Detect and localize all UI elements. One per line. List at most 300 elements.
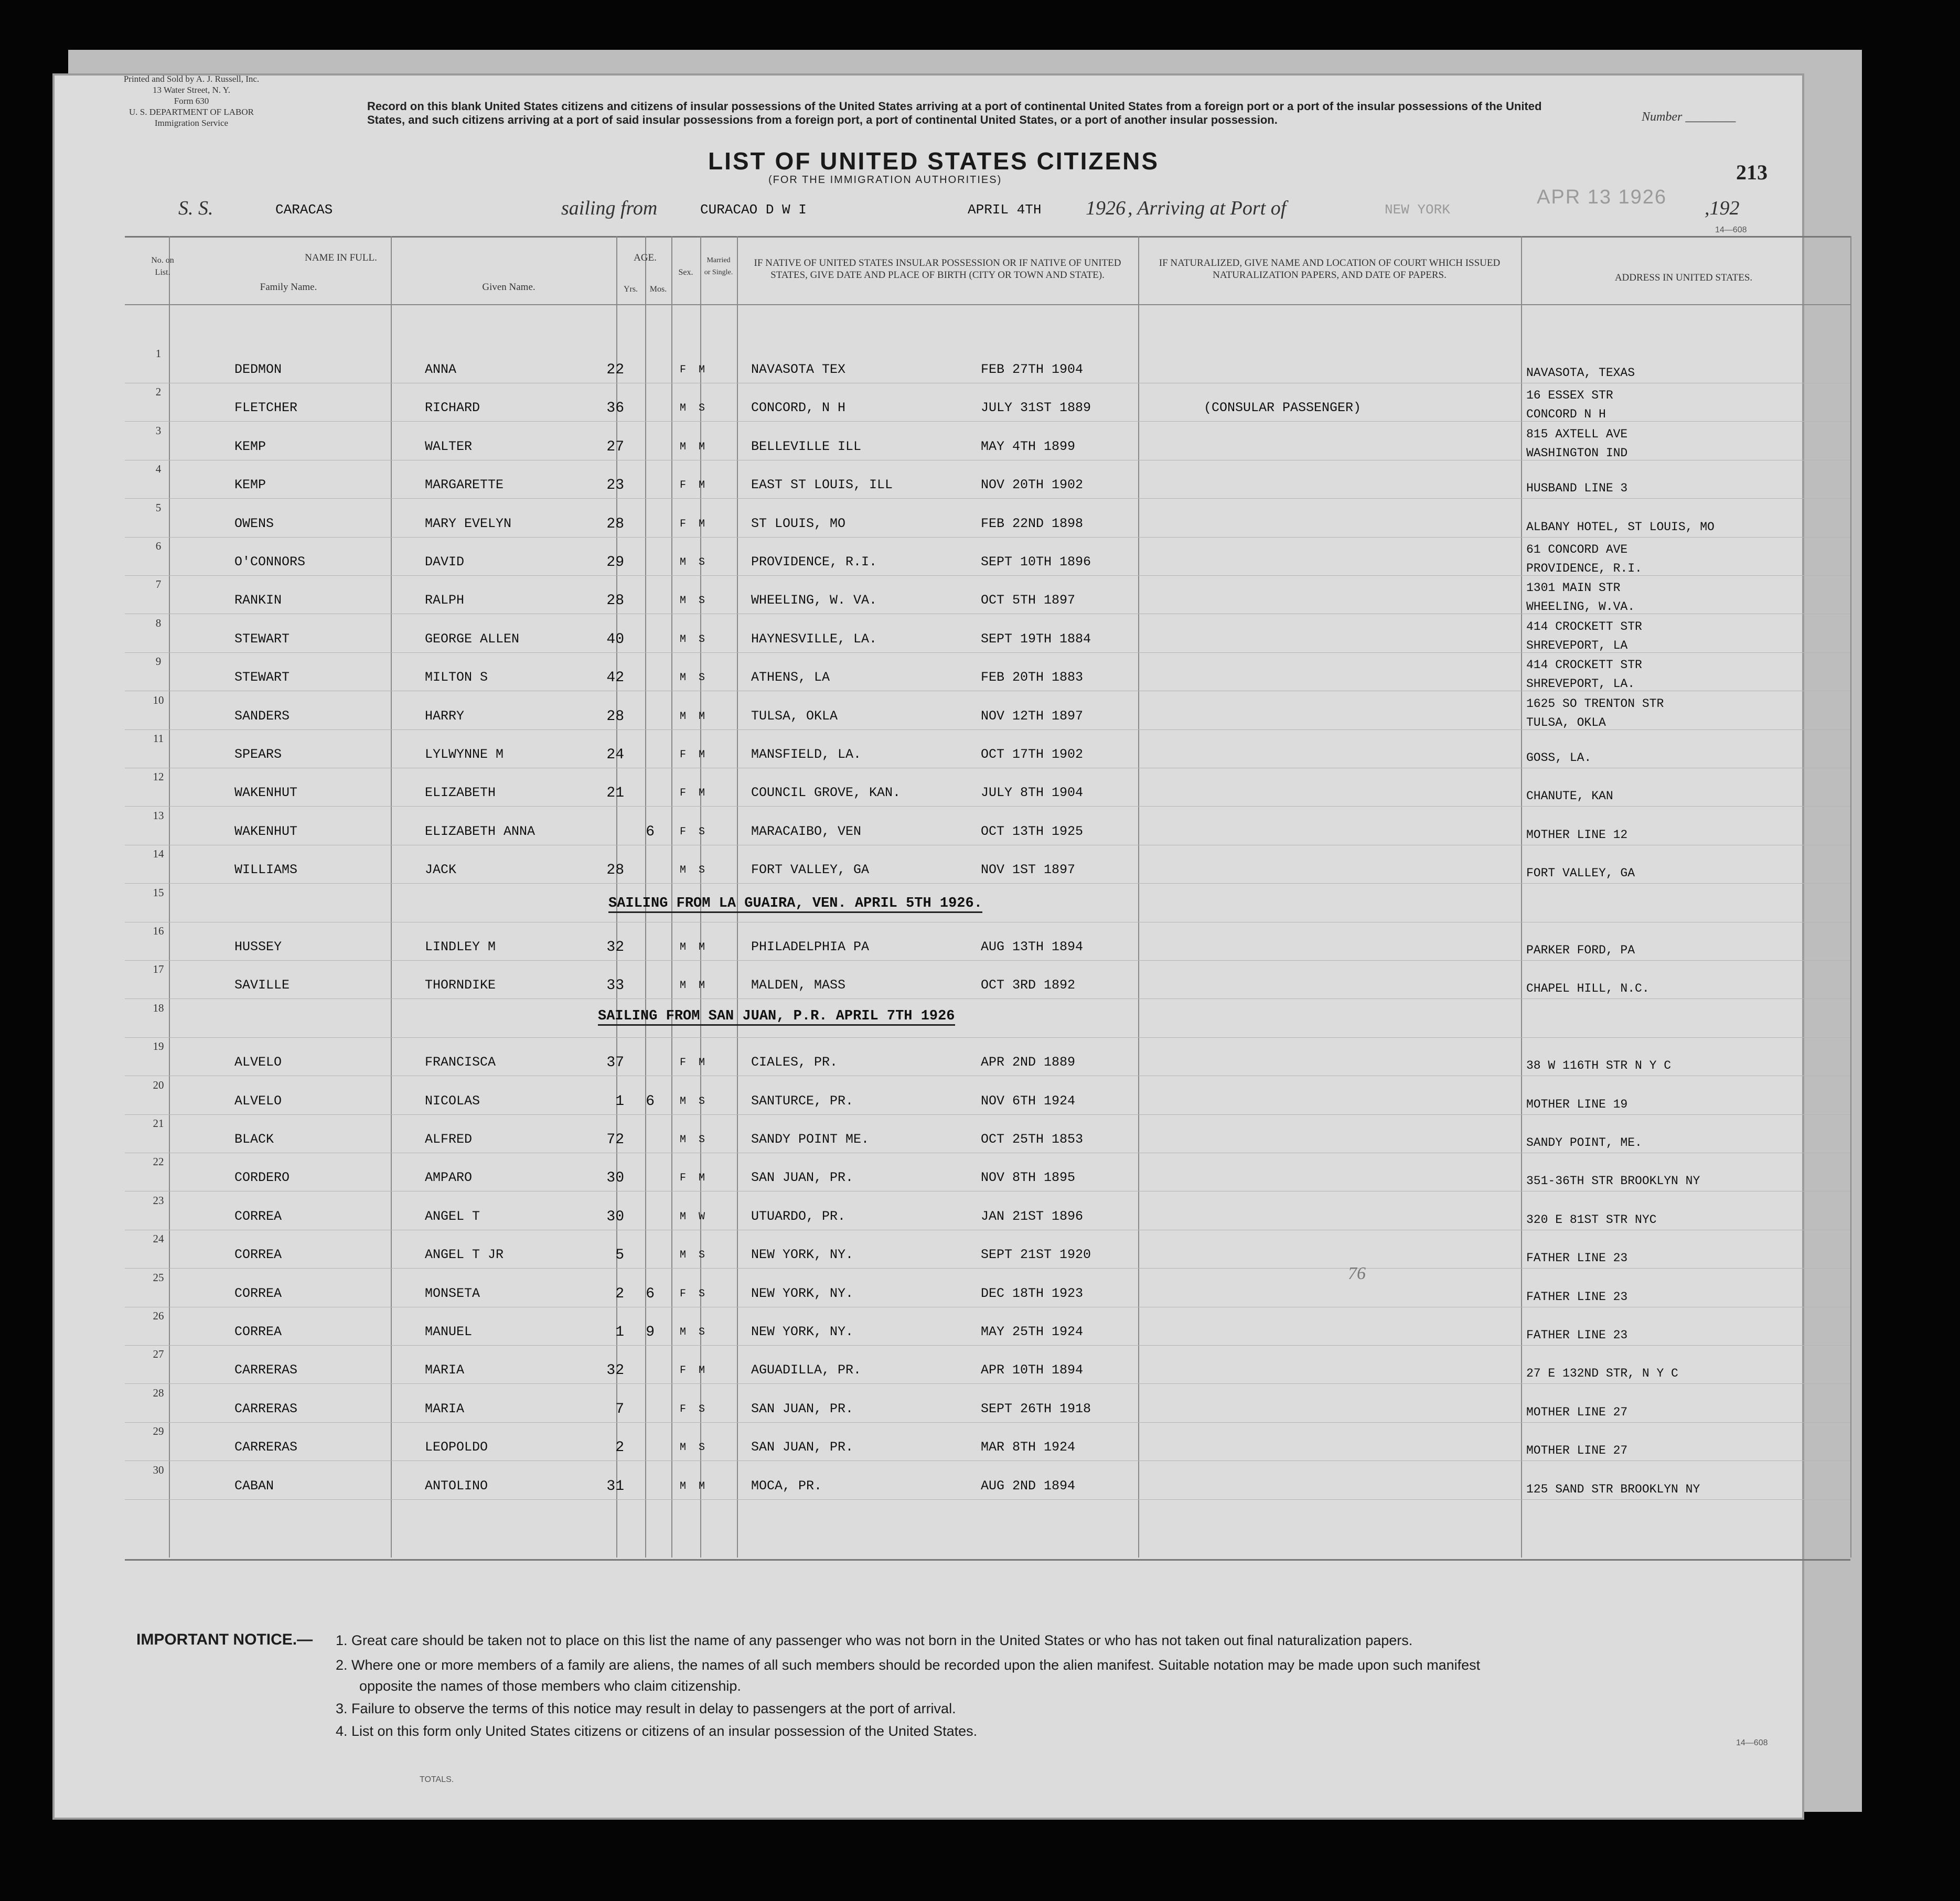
row-number: 9 bbox=[155, 655, 162, 668]
col-mos: Mos. bbox=[649, 285, 667, 294]
age-years: 7 bbox=[615, 1401, 624, 1417]
given-name: GEORGE ALLEN bbox=[425, 631, 520, 647]
sailing-port: CURACAO D W I bbox=[700, 202, 807, 218]
row-number: 30 bbox=[153, 1464, 164, 1476]
row-rule bbox=[125, 1422, 1850, 1423]
age-years: 22 bbox=[606, 362, 624, 378]
birth-place: MANSFIELD, LA. bbox=[751, 747, 862, 762]
age-years: 32 bbox=[606, 1362, 624, 1379]
row-number: 19 bbox=[153, 1040, 164, 1052]
marital-status: S bbox=[699, 1096, 705, 1108]
given-name: HARRY bbox=[425, 708, 465, 724]
birth-place: WHEELING, W. VA. bbox=[751, 593, 877, 608]
birth-date: NOV 1ST 1897 bbox=[981, 862, 1076, 877]
sex: M bbox=[680, 595, 687, 607]
address-line-2: TULSA, OKLA bbox=[1526, 716, 1606, 729]
sex: M bbox=[680, 633, 687, 646]
given-name: LINDLEY M bbox=[425, 939, 496, 954]
marital-status: M bbox=[699, 1172, 705, 1184]
address-line-1: ALBANY HOTEL, ST LOUIS, MO bbox=[1526, 520, 1715, 534]
marital-status: M bbox=[699, 1365, 705, 1377]
notice-item: 4. List on this form only United States citizens or citizens of an insular possession of the United States. bbox=[336, 1723, 978, 1739]
given-name: LEOPOLDO bbox=[425, 1440, 488, 1455]
birth-date: SEPT 19TH 1884 bbox=[981, 631, 1091, 647]
row-number: 29 bbox=[153, 1425, 164, 1437]
notice-item: 2. Where one or more members of a family are aliens, the names of all such members should be recorded upon the alien manifest. Suitable notation may be made upon such manifest bbox=[336, 1657, 1481, 1673]
totals-label: TOTALS. bbox=[420, 1775, 454, 1784]
family-name: KEMP bbox=[234, 477, 266, 492]
address-line-2: WHEELING, W.VA. bbox=[1526, 600, 1635, 614]
row-number: 25 bbox=[153, 1271, 164, 1284]
address-line-2: SHREVEPORT, LA. bbox=[1526, 677, 1635, 691]
birth-place: NEW YORK, NY. bbox=[751, 1247, 854, 1262]
birth-date: FEB 20TH 1883 bbox=[981, 670, 1084, 685]
address-line-1: 125 SAND STR BROOKLYN NY bbox=[1526, 1483, 1700, 1496]
age-years: 27 bbox=[606, 439, 624, 455]
address-line-1: 61 CONCORD AVE bbox=[1526, 543, 1628, 556]
marital-status: S bbox=[699, 1326, 705, 1338]
birth-place: TULSA, OKLA bbox=[751, 708, 838, 724]
sex: M bbox=[680, 1480, 687, 1492]
section-heading: SAILING FROM LA GUAIRA, VEN. APRIL 5TH 1926. bbox=[608, 896, 982, 913]
row-number: 5 bbox=[155, 501, 162, 514]
col-married: Married or Single. bbox=[704, 256, 733, 276]
birth-date: NOV 6TH 1924 bbox=[981, 1093, 1076, 1109]
address-line-1: SANDY POINT, ME. bbox=[1526, 1136, 1642, 1150]
printer-line: 13 Water Street, N. Y. bbox=[153, 85, 230, 95]
sex: F bbox=[680, 749, 687, 761]
col-given: Given Name. bbox=[482, 282, 535, 293]
sex: M bbox=[680, 441, 687, 453]
row-number: 10 bbox=[153, 694, 164, 706]
marital-status: W bbox=[699, 1211, 705, 1223]
marital-status: S bbox=[699, 672, 705, 684]
marital-status: M bbox=[699, 479, 705, 491]
col-divider bbox=[391, 236, 392, 1558]
col-family: Family Name. bbox=[260, 282, 317, 293]
col-divider bbox=[169, 236, 170, 1558]
marital-status: M bbox=[699, 749, 705, 761]
age-years: 28 bbox=[606, 516, 624, 532]
given-name: MARY EVELYN bbox=[425, 516, 512, 531]
sailing-year: 1926 bbox=[1086, 197, 1126, 219]
sex: F bbox=[680, 1403, 687, 1415]
marital-status: S bbox=[699, 1288, 705, 1300]
row-number: 26 bbox=[153, 1309, 164, 1322]
col-name-in-full: NAME IN FULL. bbox=[305, 252, 377, 263]
ship-name: CARACAS bbox=[275, 202, 333, 218]
marital-status: M bbox=[699, 1057, 705, 1069]
department: U. S. DEPARTMENT OF LABOR bbox=[129, 107, 254, 117]
age-years: 42 bbox=[606, 670, 624, 686]
family-name: STEWART bbox=[234, 631, 290, 647]
age-years: 30 bbox=[606, 1170, 624, 1186]
marital-status: S bbox=[699, 1249, 705, 1261]
marital-status: M bbox=[699, 787, 705, 799]
given-name: LYLWYNNE M bbox=[425, 747, 504, 762]
birth-date: OCT 25TH 1853 bbox=[981, 1132, 1084, 1147]
page-number: 213 bbox=[1736, 160, 1768, 184]
age-years: 2 bbox=[615, 1440, 624, 1456]
given-name: ANTOLINO bbox=[425, 1478, 488, 1494]
col-naturalized: IF NATURALIZED, GIVE NAME AND LOCATION OF COURT WHICH ISSUED NATURALIZATION PAPERS, AND DATE OF PAPERS. bbox=[1159, 257, 1501, 281]
birth-place: CONCORD, N H bbox=[751, 400, 846, 415]
row-number: 2 bbox=[155, 385, 162, 398]
family-name: DEDMON bbox=[234, 362, 282, 377]
address-line-2: PROVIDENCE, R.I. bbox=[1526, 562, 1642, 575]
naturalization: (CONSULAR PASSENGER) bbox=[1204, 400, 1362, 415]
sex: F bbox=[680, 518, 687, 530]
age-years: 1 bbox=[615, 1093, 624, 1110]
age-years: 1 bbox=[615, 1324, 624, 1340]
age-years: 2 bbox=[615, 1286, 624, 1302]
birth-place: SAN JUAN, PR. bbox=[751, 1401, 854, 1416]
marital-status: S bbox=[699, 864, 705, 876]
birth-date: MAY 25TH 1924 bbox=[981, 1324, 1084, 1339]
birth-place: NEW YORK, NY. bbox=[751, 1286, 854, 1301]
age-months: 6 bbox=[646, 824, 655, 840]
sex: M bbox=[680, 402, 687, 414]
row-number: 23 bbox=[153, 1194, 164, 1207]
given-name: ELIZABETH bbox=[425, 785, 496, 800]
sex: M bbox=[680, 864, 687, 876]
marital-status: S bbox=[699, 1134, 705, 1146]
address-line-1: GOSS, LA. bbox=[1526, 751, 1592, 765]
age-months: 6 bbox=[646, 1286, 655, 1302]
age-months: 9 bbox=[646, 1324, 655, 1340]
address-line-1: PARKER FORD, PA bbox=[1526, 943, 1635, 957]
notice-item: 3. Failure to observe the terms of this notice may result in delay to passengers at the port of arrival. bbox=[336, 1701, 956, 1716]
age-years: 36 bbox=[606, 400, 624, 416]
sex: F bbox=[680, 364, 687, 376]
birth-date: MAR 8TH 1924 bbox=[981, 1440, 1076, 1455]
address-line-1: 351-36TH STR BROOKLYN NY bbox=[1526, 1174, 1700, 1188]
address-line-1: 1301 MAIN STR bbox=[1526, 581, 1621, 595]
birth-place: HAYNESVILLE, LA. bbox=[751, 631, 877, 647]
marital-status: M bbox=[699, 711, 705, 723]
birth-date: OCT 3RD 1892 bbox=[981, 978, 1076, 993]
marital-status: S bbox=[699, 402, 705, 414]
birth-place: ST LOUIS, MO bbox=[751, 516, 846, 531]
important-label: IMPORTANT NOTICE.— bbox=[136, 1631, 313, 1648]
address-line-1: FATHER LINE 23 bbox=[1526, 1251, 1628, 1265]
sex: M bbox=[680, 941, 687, 953]
birth-date: OCT 17TH 1902 bbox=[981, 747, 1084, 762]
marital-status: S bbox=[699, 1442, 705, 1454]
address-line-2: WASHINGTON IND bbox=[1526, 446, 1628, 460]
row-number: 4 bbox=[155, 463, 162, 475]
top-notice: Record on this blank United States citizens and citizens of insular possessions of the United States arriving at a port of continental United States from a foreign port or a port of the insular possessions of the United States, and such citizens arriving at a port of said insular possessions from a foreign port, a port of continental United States, or a port of another insular possession. bbox=[367, 100, 1542, 126]
col-divider bbox=[1850, 236, 1851, 1558]
birth-place: MALDEN, MASS bbox=[751, 978, 846, 993]
age-years: 29 bbox=[606, 554, 624, 571]
address-line-1: MOTHER LINE 19 bbox=[1526, 1098, 1628, 1111]
row-number: 7 bbox=[155, 578, 162, 590]
birth-place: CIALES, PR. bbox=[751, 1055, 838, 1070]
address-line-1: NAVASOTA, TEXAS bbox=[1526, 366, 1635, 380]
sex: F bbox=[680, 1365, 687, 1377]
col-address: ADDRESS IN UNITED STATES. bbox=[1614, 272, 1753, 283]
printer-line: Printed and Sold by A. J. Russell, Inc. bbox=[123, 74, 260, 84]
section-heading: SAILING FROM SAN JUAN, P.R. APRIL 7TH 1926 bbox=[598, 1008, 955, 1026]
row-number: 22 bbox=[153, 1155, 164, 1168]
sex: M bbox=[680, 1096, 687, 1108]
age-months: 6 bbox=[646, 1093, 655, 1110]
birth-date: JULY 31ST 1889 bbox=[981, 400, 1091, 415]
sex: M bbox=[680, 556, 687, 568]
sex: F bbox=[680, 1288, 687, 1300]
family-name: CABAN bbox=[234, 1478, 274, 1494]
row-number: 14 bbox=[153, 847, 164, 860]
birth-date: SEPT 26TH 1918 bbox=[981, 1401, 1091, 1416]
sex: M bbox=[680, 1442, 687, 1454]
birth-date: FEB 22ND 1898 bbox=[981, 516, 1084, 531]
family-name: SAVILLE bbox=[234, 978, 290, 993]
marital-status: M bbox=[699, 518, 705, 530]
service: Immigration Service bbox=[154, 118, 229, 128]
birth-date: OCT 5TH 1897 bbox=[981, 593, 1076, 608]
address-line-1: 16 ESSEX STR bbox=[1526, 389, 1613, 402]
address-line-1: 1625 SO TRENTON STR bbox=[1526, 697, 1664, 711]
header-rule bbox=[125, 304, 1850, 305]
given-name: RALPH bbox=[425, 593, 465, 608]
row-rule bbox=[125, 537, 1850, 538]
family-name: CARRERAS bbox=[234, 1401, 298, 1416]
given-name: MILTON S bbox=[425, 670, 488, 685]
birth-date: APR 2ND 1889 bbox=[981, 1055, 1076, 1070]
marital-status: S bbox=[699, 595, 705, 607]
birth-date: DEC 18TH 1923 bbox=[981, 1286, 1084, 1301]
address-line-2: CONCORD N H bbox=[1526, 407, 1606, 421]
birth-date: NOV 8TH 1895 bbox=[981, 1170, 1076, 1185]
row-rule bbox=[125, 960, 1850, 961]
row-rule bbox=[125, 1345, 1850, 1346]
birth-date: JAN 21ST 1896 bbox=[981, 1209, 1084, 1224]
family-name: ALVELO bbox=[234, 1093, 282, 1109]
given-name: ANGEL T JR bbox=[425, 1247, 504, 1262]
marital-status: M bbox=[699, 1480, 705, 1492]
birth-date: JULY 8TH 1904 bbox=[981, 785, 1084, 800]
birth-date: SEPT 10TH 1896 bbox=[981, 554, 1091, 570]
marital-status: S bbox=[699, 1403, 705, 1415]
birth-place: AGUADILLA, PR. bbox=[751, 1362, 862, 1378]
col-sex: Sex. bbox=[678, 268, 693, 277]
row-rule bbox=[125, 729, 1850, 730]
sex: F bbox=[680, 479, 687, 491]
given-name: WALTER bbox=[425, 439, 473, 454]
marital-status: M bbox=[699, 364, 705, 376]
address-line-1: FATHER LINE 23 bbox=[1526, 1290, 1628, 1304]
handwritten-annotation: 76 bbox=[1348, 1264, 1366, 1283]
row-rule bbox=[125, 1114, 1850, 1115]
row-number: 28 bbox=[153, 1387, 164, 1399]
age-years: 21 bbox=[606, 785, 624, 801]
row-number: 12 bbox=[153, 770, 164, 783]
row-number: 18 bbox=[153, 1002, 164, 1014]
family-name: RANKIN bbox=[234, 593, 282, 608]
address-line-1: MOTHER LINE 27 bbox=[1526, 1444, 1628, 1457]
row-rule bbox=[125, 575, 1850, 576]
birth-place: PHILADELPHIA PA bbox=[751, 939, 870, 954]
address-line-1: 414 CROCKETT STR bbox=[1526, 620, 1642, 633]
sex: M bbox=[680, 711, 687, 723]
given-name: ANGEL T bbox=[425, 1209, 480, 1224]
row-number: 8 bbox=[155, 617, 162, 629]
row-rule bbox=[125, 498, 1850, 499]
given-name: MARGARETTE bbox=[425, 477, 504, 492]
family-name: HUSSEY bbox=[234, 939, 282, 954]
sex: M bbox=[680, 672, 687, 684]
birth-place: NEW YORK, NY. bbox=[751, 1324, 854, 1339]
address-line-2: SHREVEPORT, LA bbox=[1526, 639, 1628, 652]
given-name: ANNA bbox=[425, 362, 457, 377]
family-name: CORREA bbox=[234, 1324, 282, 1339]
given-name: ELIZABETH ANNA bbox=[425, 824, 535, 839]
col-yrs: Yrs. bbox=[623, 285, 638, 294]
age-years: 24 bbox=[606, 747, 624, 763]
birth-date: FEB 27TH 1904 bbox=[981, 362, 1084, 377]
age-years: 30 bbox=[606, 1209, 624, 1225]
birth-place: PROVIDENCE, R.I. bbox=[751, 554, 877, 570]
form-code-bottom: 14—608 bbox=[1736, 1738, 1768, 1747]
notice-item: 1. Great care should be taken not to place on this list the name of any passenger who was not born in the United States or who has not taken out final naturalization papers. bbox=[336, 1633, 1413, 1648]
row-number: 3 bbox=[155, 424, 162, 437]
col-birth: IF NATIVE OF UNITED STATES INSULAR POSSESSION OR IF NATIVE OF UNITED STATES, GIVE DATE AND PLACE OF BIRTH (CITY OR TOWN AND STATE). bbox=[754, 257, 1121, 281]
address-line-1: CHANUTE, KAN bbox=[1526, 789, 1613, 803]
family-name: CARRERAS bbox=[234, 1362, 298, 1378]
given-name: DAVID bbox=[425, 554, 465, 570]
row-number: 6 bbox=[155, 540, 162, 552]
birth-place: EAST ST LOUIS, ILL bbox=[751, 477, 893, 492]
marital-status: S bbox=[699, 556, 705, 568]
marital-status: S bbox=[699, 826, 705, 838]
given-name: MONSETA bbox=[425, 1286, 480, 1301]
birth-place: ATHENS, LA bbox=[751, 670, 830, 685]
row-number: 17 bbox=[153, 963, 164, 975]
family-name: CORREA bbox=[234, 1209, 282, 1224]
marital-status: M bbox=[699, 441, 705, 453]
birth-place: SAN JUAN, PR. bbox=[751, 1440, 854, 1455]
birth-place: SANTURCE, PR. bbox=[751, 1093, 854, 1109]
age-years: 72 bbox=[606, 1132, 624, 1148]
address-line-1: 414 CROCKETT STR bbox=[1526, 658, 1642, 672]
given-name: NICOLAS bbox=[425, 1093, 480, 1109]
form-code: 14—608 bbox=[1715, 225, 1747, 234]
family-name: ALVELO bbox=[234, 1055, 282, 1070]
given-name: THORNDIKE bbox=[425, 978, 496, 993]
family-name: FLETCHER bbox=[234, 400, 298, 415]
address-line-1: FORT VALLEY, GA bbox=[1526, 866, 1635, 880]
year-blank: ,192 bbox=[1705, 197, 1740, 219]
row-number: 15 bbox=[153, 886, 164, 899]
sex: F bbox=[680, 787, 687, 799]
family-name: CARRERAS bbox=[234, 1440, 298, 1455]
row-rule bbox=[125, 421, 1850, 422]
family-name: STEWART bbox=[234, 670, 290, 685]
sex: M bbox=[680, 1211, 687, 1223]
given-name: FRANCISCA bbox=[425, 1055, 496, 1070]
age-years: 23 bbox=[606, 477, 624, 493]
arriving-label: , Arriving at Port of bbox=[1128, 197, 1287, 219]
age-years: 33 bbox=[606, 978, 624, 994]
row-rule bbox=[125, 883, 1850, 884]
family-name: WAKENHUT bbox=[234, 785, 298, 800]
family-name: BLACK bbox=[234, 1132, 274, 1147]
form-number: Form 630 bbox=[174, 96, 209, 106]
family-name: SPEARS bbox=[234, 747, 282, 762]
age-years: 28 bbox=[606, 593, 624, 609]
age-years: 31 bbox=[606, 1478, 624, 1495]
birth-place: SANDY POINT ME. bbox=[751, 1132, 870, 1147]
family-name: OWENS bbox=[234, 516, 274, 531]
birth-place: FORT VALLEY, GA bbox=[751, 862, 870, 877]
age-years: 5 bbox=[615, 1247, 624, 1263]
row-number: 24 bbox=[153, 1232, 164, 1245]
family-name: CORDERO bbox=[234, 1170, 290, 1185]
age-years: 40 bbox=[606, 631, 624, 648]
row-rule bbox=[125, 1460, 1850, 1461]
given-name: ALFRED bbox=[425, 1132, 473, 1147]
address-line-1: 38 W 116TH STR N Y C bbox=[1526, 1059, 1672, 1072]
sex: M bbox=[680, 1134, 687, 1146]
address-line-1: CHAPEL HILL, N.C. bbox=[1526, 982, 1650, 995]
birth-place: BELLEVILLE ILL bbox=[751, 439, 862, 454]
row-number: 16 bbox=[153, 925, 164, 937]
given-name: MARIA bbox=[425, 1362, 465, 1378]
arrival-port: NEW YORK bbox=[1385, 202, 1450, 218]
birth-date: OCT 13TH 1925 bbox=[981, 824, 1084, 839]
address-line-1: 815 AXTELL AVE bbox=[1526, 427, 1628, 441]
address-line-1: 27 E 132ND STR, N Y C bbox=[1526, 1367, 1678, 1380]
family-name: CORREA bbox=[234, 1286, 282, 1301]
family-name: CORREA bbox=[234, 1247, 282, 1262]
birth-date: AUG 2ND 1894 bbox=[981, 1478, 1076, 1494]
row-rule bbox=[125, 806, 1850, 807]
marital-status: M bbox=[699, 980, 705, 992]
given-name: MARIA bbox=[425, 1401, 465, 1416]
marital-status: S bbox=[699, 633, 705, 646]
birth-date: APR 10TH 1894 bbox=[981, 1362, 1084, 1378]
family-name: SANDERS bbox=[234, 708, 290, 724]
row-rule bbox=[125, 1499, 1850, 1500]
birth-place: SAN JUAN, PR. bbox=[751, 1170, 854, 1185]
birth-date: NOV 12TH 1897 bbox=[981, 708, 1084, 724]
notice-item: opposite the names of those members who claim citizenship. bbox=[359, 1678, 741, 1694]
col-divider bbox=[1138, 236, 1139, 1558]
sex: M bbox=[680, 980, 687, 992]
family-name: WILLIAMS bbox=[234, 862, 298, 877]
row-rule bbox=[125, 1383, 1850, 1384]
birth-place: MOCA, PR. bbox=[751, 1478, 822, 1494]
ss-label: S. S. bbox=[178, 197, 213, 219]
row-rule bbox=[125, 1268, 1850, 1269]
row-rule bbox=[125, 1037, 1850, 1038]
address-line-1: MOTHER LINE 12 bbox=[1526, 828, 1628, 842]
row-rule bbox=[125, 652, 1850, 653]
row-rule bbox=[125, 998, 1850, 999]
given-name: MANUEL bbox=[425, 1324, 473, 1339]
birth-date: SEPT 21ST 1920 bbox=[981, 1247, 1091, 1262]
col-no: No. on List. bbox=[151, 256, 174, 277]
birth-date: NOV 20TH 1902 bbox=[981, 477, 1084, 492]
row-number: 21 bbox=[153, 1117, 164, 1130]
address-line-1: MOTHER LINE 27 bbox=[1526, 1405, 1628, 1419]
date-stamp: APR 13 1926 bbox=[1537, 186, 1667, 208]
family-name: KEMP bbox=[234, 439, 266, 454]
age-years: 28 bbox=[606, 708, 624, 725]
birth-place: UTUARDO, PR. bbox=[751, 1209, 846, 1224]
row-number: 11 bbox=[153, 732, 164, 745]
